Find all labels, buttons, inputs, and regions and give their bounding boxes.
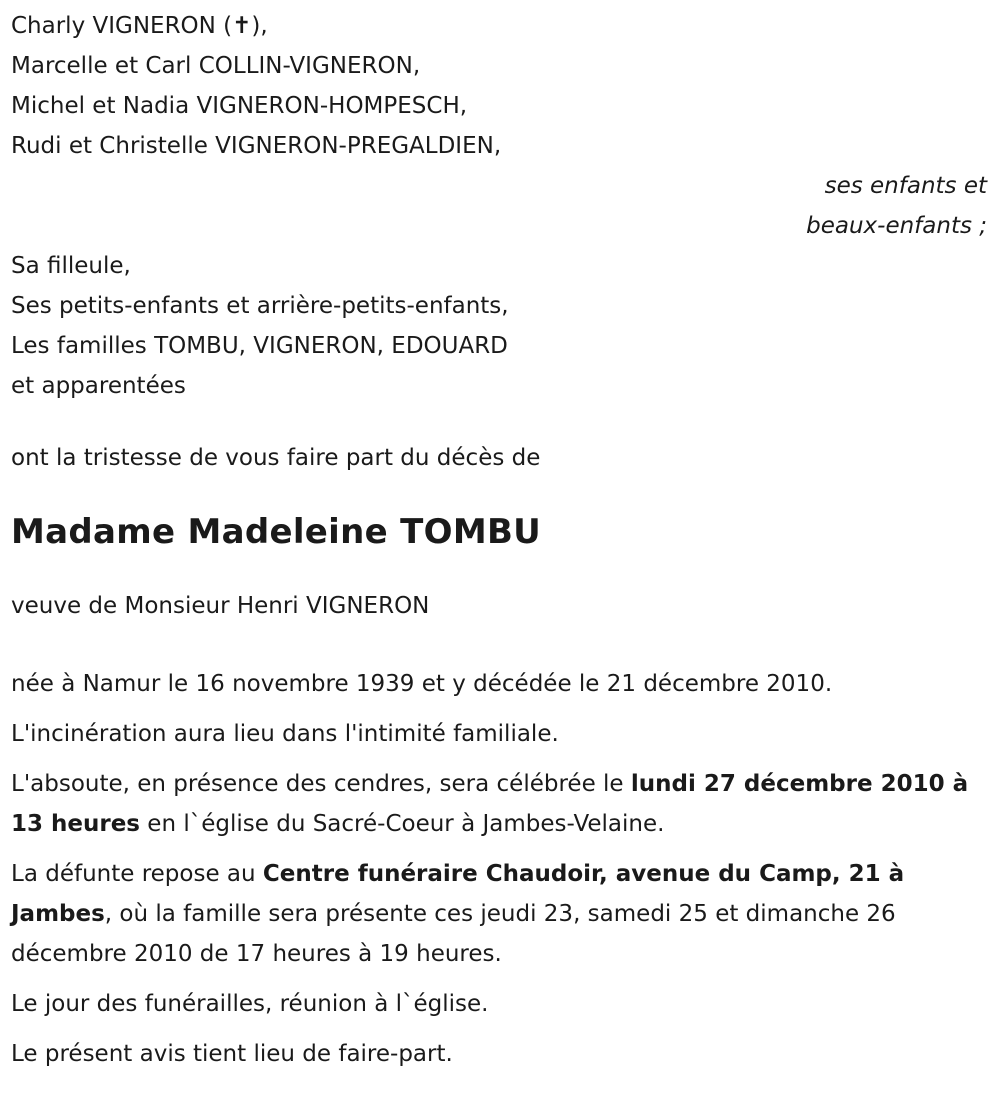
family-line-michel-nadia: Michel et Nadia VIGNERON-HOMPESCH,	[11, 93, 468, 119]
relatives-line-related: et apparentées	[11, 373, 186, 399]
absoute-suffix: en l`église du Sacré-Coeur à Jambes-Velaine.	[140, 811, 665, 837]
notice-paragraph: Le présent avis tient lieu de faire-part.	[11, 1041, 453, 1067]
family-line-charly: Charly VIGNERON (✝),	[11, 13, 268, 39]
family-line-marcelle-carl: Marcelle et Carl COLLIN-VIGNERON,	[11, 53, 421, 79]
birth-death-paragraph: née à Namur le 16 novembre 1939 et y décédée le 21 décembre 2010.	[11, 671, 833, 697]
details-block	[11, 664, 988, 1074]
relatives-line-grandchildren: Ses petits-enfants et arrière-petits-enfants,	[11, 293, 509, 319]
absoute-prefix: L'absoute, en présence des cendres, sera célébrée le	[11, 771, 631, 797]
deceased-name: Madame Madeleine TOMBU	[11, 512, 542, 552]
family-block	[11, 6, 988, 246]
absoute-paragraph	[11, 764, 988, 844]
announcement-intro: ont la tristesse de vous faire part du décès de	[11, 445, 541, 471]
family-role-line-2: beaux-enfants ;	[806, 213, 987, 239]
repose-location: Centre funéraire Chaudoir, avenue du Camp, 21 à Jambes	[11, 861, 905, 927]
relatives-line-families: Les familles TOMBU, VIGNERON, EDOUARD	[11, 333, 508, 359]
family-line-rudi-christelle: Rudi et Christelle VIGNERON-PREGALDIEN,	[11, 133, 502, 159]
cremation-paragraph: L'incinération aura lieu dans l'intimité familiale.	[11, 721, 559, 747]
relatives-line-goddaughter: Sa filleule,	[11, 253, 131, 279]
funeral-day-paragraph: Le jour des funérailles, réunion à l`église.	[11, 991, 489, 1017]
relatives-block	[11, 246, 988, 406]
family-role-line-1: ses enfants et	[824, 173, 987, 199]
repose-paragraph	[11, 854, 988, 974]
repose-suffix: , où la famille sera présente ces jeudi 23, samedi 25 et dimanche 26 décembre 2010 de 17 heures à 19 heures.	[11, 901, 896, 967]
repose-prefix: La défunte repose au	[11, 861, 263, 887]
absoute-date-time: lundi 27 décembre 2010 à 13 heures	[11, 771, 969, 837]
widow-of-line: veuve de Monsieur Henri VIGNERON	[11, 593, 430, 619]
